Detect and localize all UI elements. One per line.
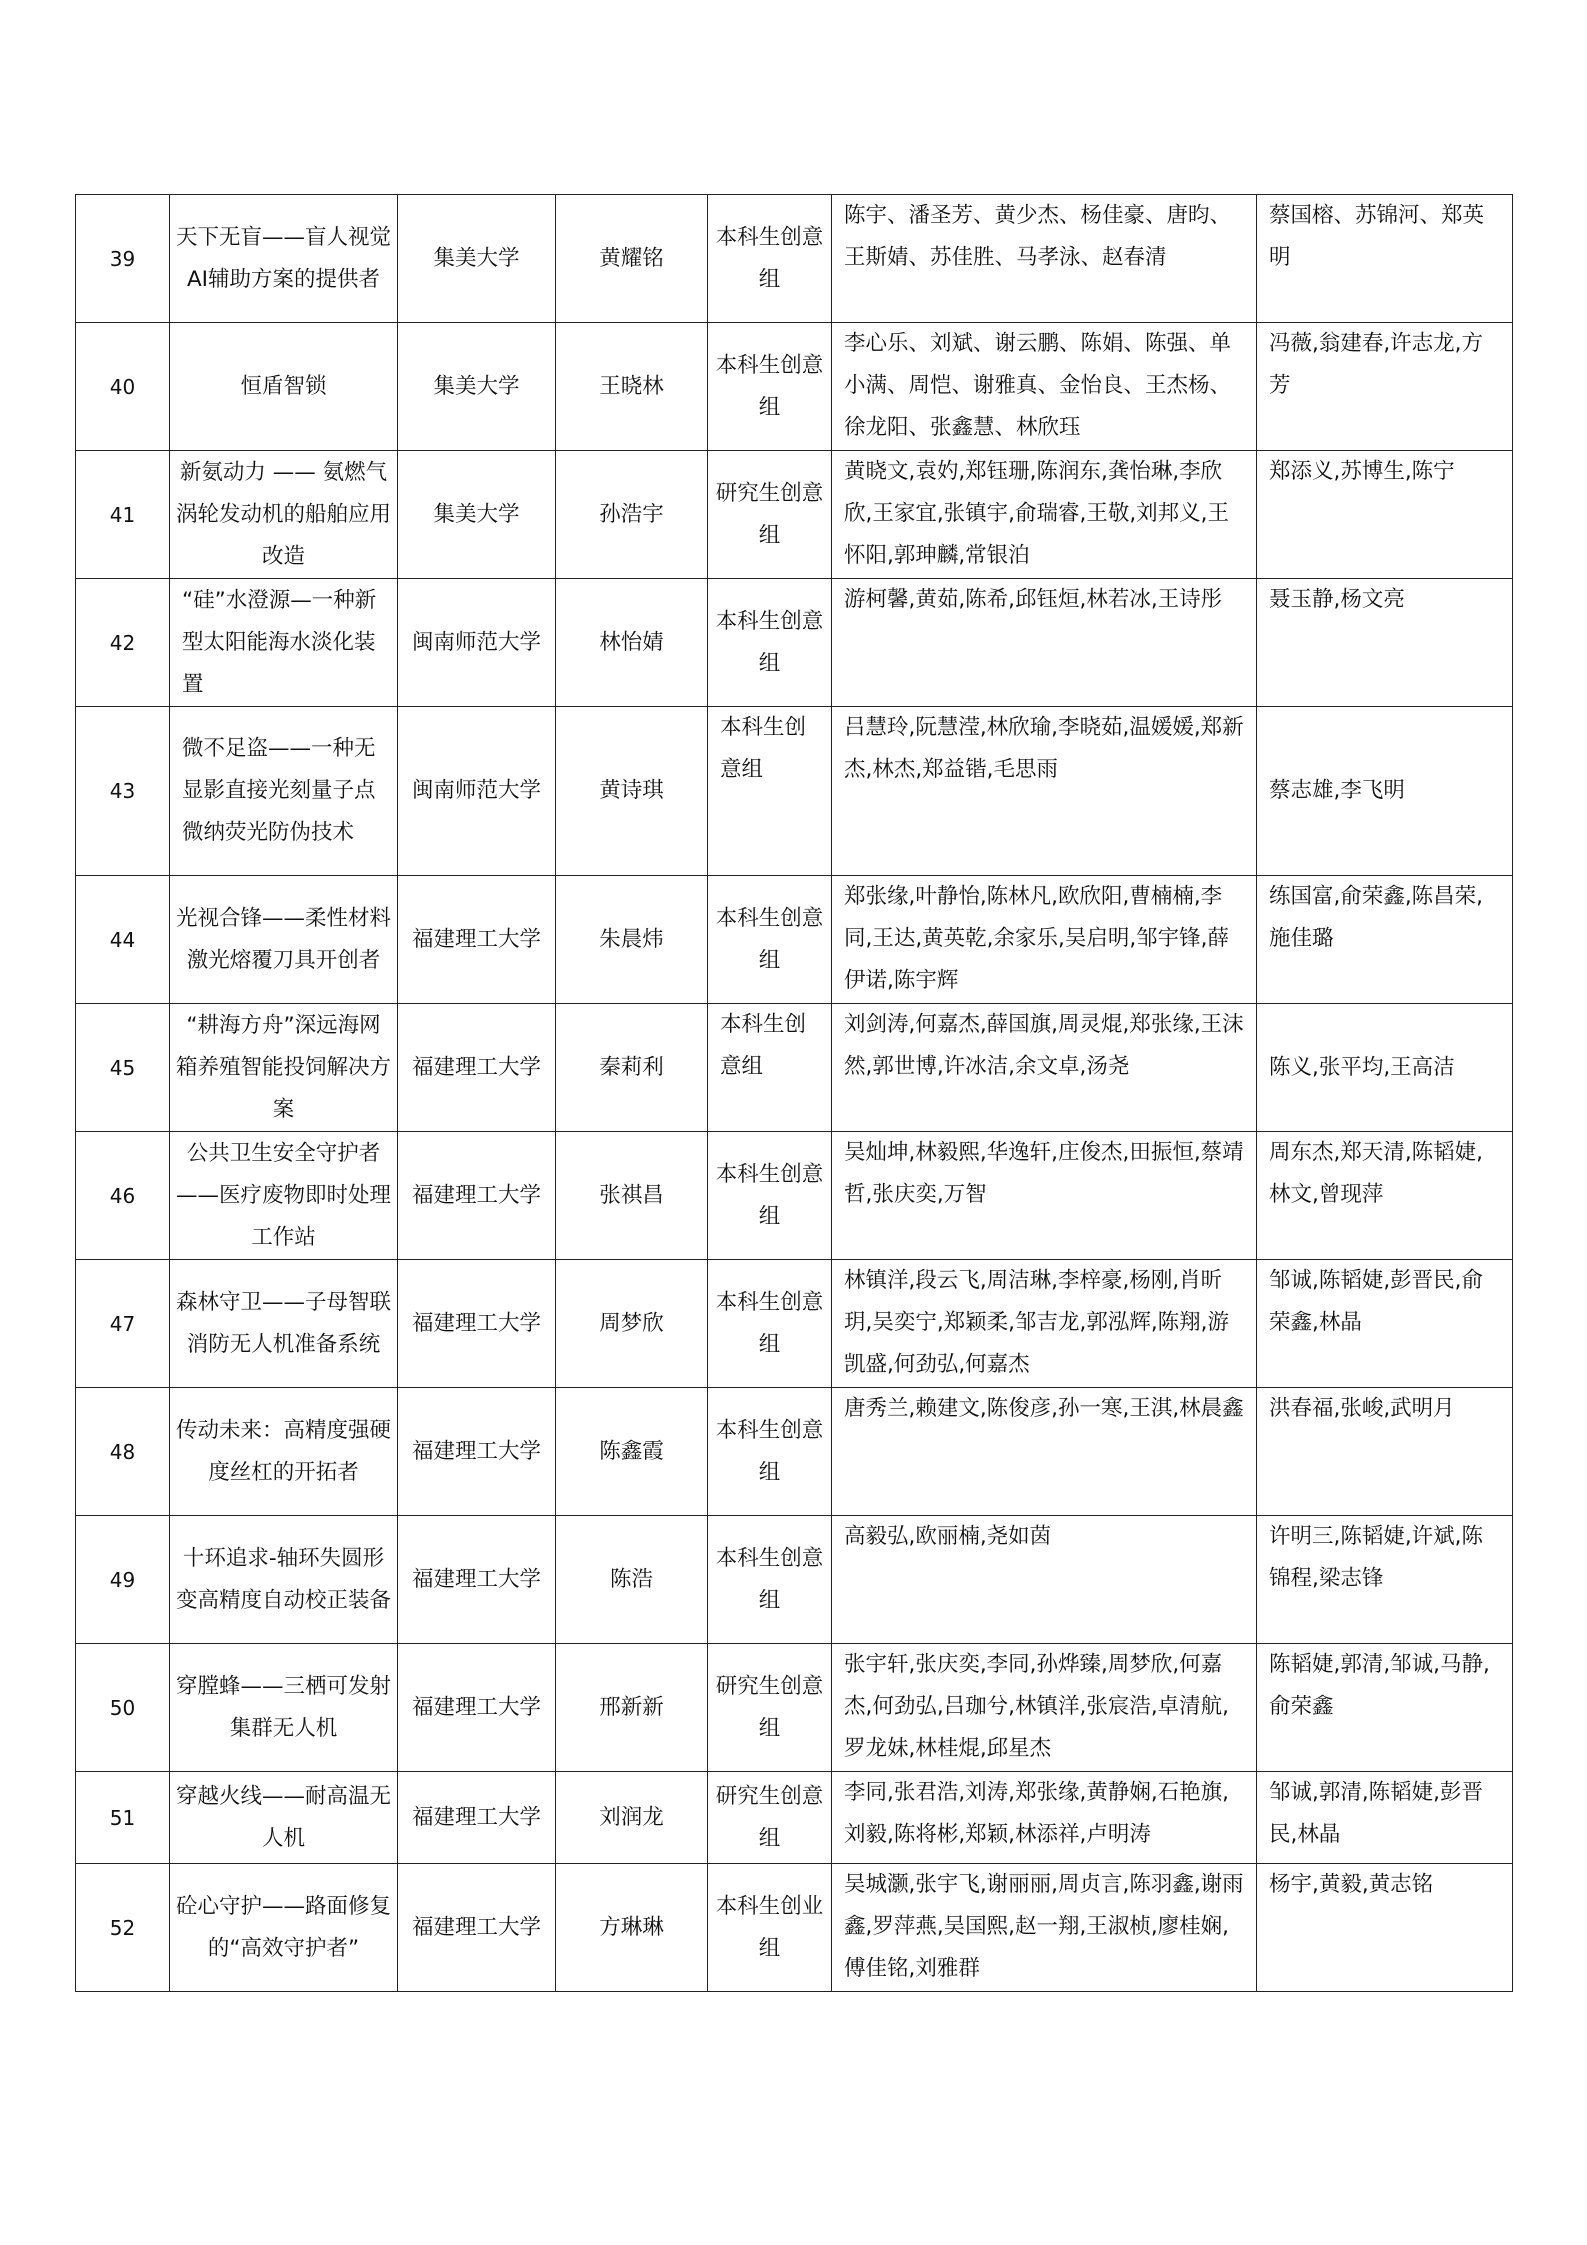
advisors: 邹诚,陈韬婕,彭晋民,俞荣鑫,林晶 [1257,1260,1513,1388]
row-number: 43 [76,707,170,876]
group-category: 本科生创意组 [708,195,832,323]
leader-name: 王晓林 [556,323,708,451]
leader-name: 林怡婧 [556,579,708,707]
table-row [76,1004,1513,1132]
row-number: 50 [76,1644,170,1772]
team-members: 游柯馨,黄茹,陈希,邱钰烜,林若冰,王诗彤 [832,579,1257,707]
leader-name: 秦莉利 [556,1004,708,1132]
advisors: 聂玉静,杨文亮 [1257,579,1513,707]
school-name: 福建理工大学 [398,1864,556,1992]
table-row [76,1772,1513,1864]
leader-name: 方琳琳 [556,1864,708,1992]
school-name: 集美大学 [398,323,556,451]
project-name: 公共卫生安全守护者——医疗废物即时处理工作站 [170,1132,398,1260]
project-name: 微不足盗——一种无显影直接光刻量子点微纳荧光防伪技术 [170,707,398,876]
project-name: 光视合锋——柔性材料激光熔覆刀具开创者 [170,876,398,1004]
team-members: 张宇轩,张庆奕,李同,孙烨臻,周梦欣,何嘉杰,何劲弘,吕珈兮,林镇洋,张宸浩,卓清航,罗龙妹,林桂焜,邱星杰 [832,1644,1257,1772]
row-number: 39 [76,195,170,323]
school-name: 福建理工大学 [398,1644,556,1772]
advisors: 蔡志雄,李飞明 [1257,707,1513,876]
project-name: 砼心守护——路面修复的“高效守护者” [170,1864,398,1992]
project-name: 森林守卫——子母智联消防无人机准备系统 [170,1260,398,1388]
group-category: 本科生创业组 [708,1864,832,1992]
leader-name: 黄诗琪 [556,707,708,876]
school-name: 福建理工大学 [398,1004,556,1132]
advisors: 洪春福,张峻,武明月 [1257,1388,1513,1516]
group-category: 本科生创意组 [708,707,832,876]
advisors: 周东杰,郑天清,陈韬婕,林文,曾现萍 [1257,1132,1513,1260]
school-name: 集美大学 [398,451,556,579]
row-number: 51 [76,1772,170,1864]
school-name: 闽南师范大学 [398,579,556,707]
school-name: 福建理工大学 [398,1772,556,1864]
group-category: 本科生创意组 [708,579,832,707]
leader-name: 黄耀铭 [556,195,708,323]
advisors: 蔡国榕、苏锦河、郑英明 [1257,195,1513,323]
advisors: 杨宇,黄毅,黄志铭 [1257,1864,1513,1992]
group-category: 本科生创意组 [708,1004,832,1132]
leader-name: 陈鑫霞 [556,1388,708,1516]
group-category: 研究生创意组 [708,1772,832,1864]
team-members: 高毅弘,欧丽楠,尧如茵 [832,1516,1257,1644]
team-members: 吴灿坤,林毅熙,华逸轩,庄俊杰,田振恒,蔡靖哲,张庆奕,万智 [832,1132,1257,1260]
project-name: 传动未来：高精度强硬度丝杠的开拓者 [170,1388,398,1516]
group-category: 研究生创意组 [708,451,832,579]
table-row [76,1260,1513,1388]
row-number: 47 [76,1260,170,1388]
advisors: 陈韬婕,郭清,邹诚,马静,俞荣鑫 [1257,1644,1513,1772]
school-name: 福建理工大学 [398,1388,556,1516]
row-number: 52 [76,1864,170,1992]
leader-name: 张祺昌 [556,1132,708,1260]
team-members: 郑张缘,叶静怡,陈林凡,欧欣阳,曹楠楠,李同,王达,黄英乾,余家乐,吴启明,邹宇锋,薛伊诺,陈宇辉 [832,876,1257,1004]
team-members: 陈宇、潘圣芳、黄少杰、杨佳豪、唐昀、王斯婧、苏佳胜、马孝泳、赵春清 [832,195,1257,323]
table-row [76,876,1513,1004]
project-name: 穿越火线——耐高温无人机 [170,1772,398,1864]
school-name: 福建理工大学 [398,876,556,1004]
group-category: 本科生创意组 [708,323,832,451]
table-row [76,323,1513,451]
row-number: 40 [76,323,170,451]
project-name: 恒盾智锁 [170,323,398,451]
advisors: 许明三,陈韬婕,许斌,陈锦程,梁志锋 [1257,1516,1513,1644]
row-number: 46 [76,1132,170,1260]
project-name: 天下无盲——盲人视觉AI辅助方案的提供者 [170,195,398,323]
row-number: 44 [76,876,170,1004]
table-row [76,1516,1513,1644]
team-members: 唐秀兰,赖建文,陈俊彦,孙一寒,王淇,林晨鑫 [832,1388,1257,1516]
team-members: 李心乐、刘斌、谢云鹏、陈娟、陈强、单小满、周恺、谢雅真、金怡良、王杰杨、徐龙阳、张鑫慧、林欣珏 [832,323,1257,451]
leader-name: 刘润龙 [556,1772,708,1864]
leader-name: 周梦欣 [556,1260,708,1388]
advisors: 陈义,张平均,王高洁 [1257,1004,1513,1132]
school-name: 集美大学 [398,195,556,323]
team-members: 吕慧玲,阮慧滢,林欣瑜,李晓茹,温媛媛,郑新杰,林杰,郑益锴,毛思雨 [832,707,1257,876]
advisors: 郑添义,苏博生,陈宁 [1257,451,1513,579]
team-members: 李同,张君浩,刘涛,郑张缘,黄静娴,石艳旗,刘毅,陈将彬,郑颖,林添祥,卢明涛 [832,1772,1257,1864]
table-row [76,451,1513,579]
advisors: 练国富,俞荣鑫,陈昌荣,施佳璐 [1257,876,1513,1004]
advisors: 冯薇,翁建春,许志龙,方芳 [1257,323,1513,451]
table-row [76,1388,1513,1516]
leader-name: 陈浩 [556,1516,708,1644]
table-row [76,707,1513,876]
table-row [76,1132,1513,1260]
table-row [76,1644,1513,1772]
school-name: 福建理工大学 [398,1516,556,1644]
group-category: 研究生创意组 [708,1644,832,1772]
group-category: 本科生创意组 [708,1132,832,1260]
project-name: 十环追求-轴环失圆形变高精度自动校正装备 [170,1516,398,1644]
group-category: 本科生创意组 [708,1260,832,1388]
row-number: 48 [76,1388,170,1516]
team-members: 吴城灏,张宇飞,谢丽丽,周贞言,陈羽鑫,谢雨鑫,罗萍燕,吴国熙,赵一翔,王淑桢,廖桂娴,傅佳铭,刘雅群 [832,1864,1257,1992]
school-name: 闽南师范大学 [398,707,556,876]
row-number: 49 [76,1516,170,1644]
row-number: 45 [76,1004,170,1132]
group-category: 本科生创意组 [708,1388,832,1516]
team-members: 刘剑涛,何嘉杰,薛国旗,周灵焜,郑张缘,王沫然,郭世博,许冰洁,余文卓,汤尧 [832,1004,1257,1132]
table-row [76,195,1513,323]
school-name: 福建理工大学 [398,1132,556,1260]
project-name: 穿膛蜂——三栖可发射集群无人机 [170,1644,398,1772]
project-name: “耕海方舟”深远海网箱养殖智能投饲解决方案 [170,1004,398,1132]
advisors: 邹诚,郭清,陈韬婕,彭晋民,林晶 [1257,1772,1513,1864]
table-row [76,1864,1513,1992]
school-name: 福建理工大学 [398,1260,556,1388]
row-number: 41 [76,451,170,579]
row-number: 42 [76,579,170,707]
leader-name: 邢新新 [556,1644,708,1772]
team-members: 林镇洋,段云飞,周洁琳,李梓豪,杨刚,肖昕玥,吴奕宁,郑颖柔,邹吉龙,郭泓辉,陈翔,游凯盛,何劲弘,何嘉杰 [832,1260,1257,1388]
group-category: 本科生创意组 [708,1516,832,1644]
project-name: 新氨动力 —— 氨燃气涡轮发动机的船舶应用改造 [170,451,398,579]
leader-name: 孙浩宇 [556,451,708,579]
team-members: 黄晓文,袁妁,郑钰珊,陈润东,龚怡琳,李欣欣,王家宜,张镇宇,俞瑞睿,王敬,刘邦义,王怀阳,郭珅麟,常银泊 [832,451,1257,579]
group-category: 本科生创意组 [708,876,832,1004]
project-name: “硅”水澄源—一种新型太阳能海水淡化装置 [170,579,398,707]
leader-name: 朱晨炜 [556,876,708,1004]
award-table [75,194,1513,1992]
table-row [76,579,1513,707]
